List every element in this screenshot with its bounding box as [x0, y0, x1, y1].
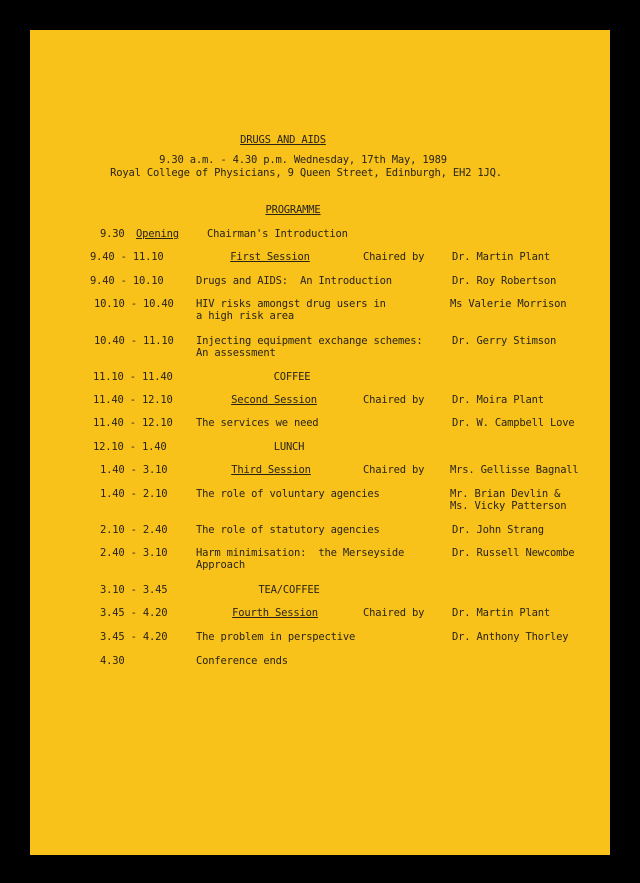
row-time: 2.10 - 2.40 — [100, 524, 168, 536]
row-time: 10.40 - 11.10 — [94, 335, 174, 347]
row-time: 4.30 — [100, 655, 125, 667]
row-time: 11.40 - 12.10 — [93, 394, 173, 406]
row-title-line2: An assessment — [196, 347, 276, 359]
row-title: HIV risks amongst drug users in — [196, 298, 386, 310]
row-title: The services we need — [196, 417, 319, 429]
row-time: 12.10 - 1.40 — [93, 441, 167, 453]
row-title: The role of voluntary agencies — [196, 488, 380, 500]
chaired-label: Chaired by — [363, 251, 425, 263]
row-speaker: Dr. Martin Plant — [452, 607, 550, 619]
row-speaker: Dr. Martin Plant — [452, 251, 550, 263]
row-time: 1.40 - 2.10 — [100, 488, 168, 500]
row-title-line2: Approach — [196, 559, 245, 571]
session-heading: First Session — [230, 251, 310, 263]
row-title: Injecting equipment exchange schemes: — [196, 335, 423, 347]
row-speaker: Ms Valerie Morrison — [450, 298, 567, 310]
event-venue: Royal College of Physicians, 9 Queen Street, Edinburgh, EH2 1JQ. — [110, 167, 502, 179]
event-datetime: 9.30 a.m. - 4.30 p.m. Wednesday, 17th May, 1989 — [159, 154, 447, 166]
programme-heading: PROGRAMME — [265, 204, 321, 216]
row-speaker: Dr. Anthony Thorley — [452, 631, 569, 643]
row-time: 3.45 - 4.20 — [100, 631, 168, 643]
session-heading: Fourth Session — [232, 607, 318, 619]
row-title: Harm minimisation: the Merseyside — [196, 547, 405, 559]
row-time: 10.10 - 10.40 — [94, 298, 174, 310]
row-speaker: Dr. Gerry Stimson — [452, 335, 557, 347]
row-speaker: Dr. John Strang — [452, 524, 544, 536]
row-speaker: Dr. W. Campbell Love — [452, 417, 575, 429]
row-time: 11.10 - 11.40 — [93, 371, 173, 383]
row-speaker: Dr. Russell Newcombe — [452, 547, 575, 559]
chaired-label: Chaired by — [363, 607, 425, 619]
chaired-label: Chaired by — [363, 464, 425, 476]
opening-label: Opening — [136, 228, 179, 240]
row-time: 9.40 - 10.10 — [90, 275, 164, 287]
row-speaker: Mrs. Gellisse Bagnall — [450, 464, 579, 476]
chaired-label: Chaired by — [363, 394, 425, 406]
row-speaker: Dr. Roy Robertson — [452, 275, 557, 287]
row-title: The role of statutory agencies — [196, 524, 380, 536]
row-title: Conference ends — [196, 655, 288, 667]
row-speaker: Mr. Brian Devlin & — [450, 488, 561, 500]
row-title-line2: a high risk area — [196, 310, 294, 322]
row-time: 11.40 - 12.10 — [93, 417, 173, 429]
row-title: The problem in perspective — [196, 631, 356, 643]
row-speaker: Dr. Moira Plant — [452, 394, 544, 406]
session-heading: Third Session — [231, 464, 311, 476]
row-time: 9.30 — [100, 228, 125, 240]
break-label: TEA/COFFEE — [258, 584, 320, 596]
row-time: 9.40 - 11.10 — [90, 251, 164, 263]
row-time: 2.40 - 3.10 — [100, 547, 168, 559]
programme-sheet — [30, 30, 610, 855]
break-label: LUNCH — [273, 441, 305, 453]
document-title: DRUGS AND AIDS — [240, 134, 326, 146]
break-label: COFFEE — [273, 371, 311, 383]
row-time: 3.45 - 4.20 — [100, 607, 168, 619]
row-time: 3.10 - 3.45 — [100, 584, 168, 596]
row-time: 1.40 - 3.10 — [100, 464, 168, 476]
row-title: Chairman's Introduction — [207, 228, 348, 240]
row-title: Drugs and AIDS: An Introduction — [196, 275, 392, 287]
session-heading: Second Session — [231, 394, 317, 406]
row-speaker-line2: Ms. Vicky Patterson — [450, 500, 567, 512]
